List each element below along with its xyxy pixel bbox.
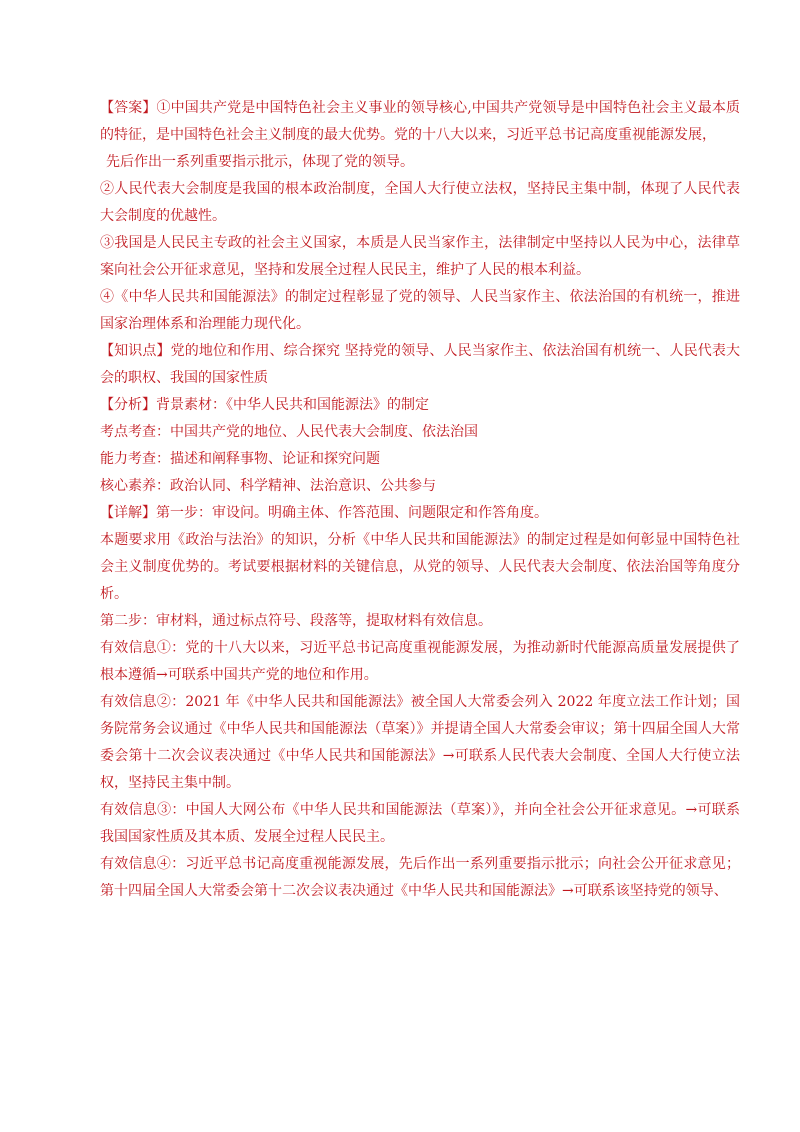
- analysis-core-literacy: 核心素养：政治认同、科学精神、法治意识、公共参与: [100, 478, 436, 494]
- knowledge-point-paragraph: 【知识点】党的地位和作用、综合探究 坚持党的领导、人民当家作主、依法治国有机统一、人民代表大会的职权、我国的国家性质: [100, 343, 740, 386]
- answer-paragraph-2: ②人民代表大会制度是我国的根本政治制度，全国人大行使立法权，坚持民主集中制，体现了人民代表大会制度的优越性。: [100, 181, 740, 224]
- answer-paragraph-4: ④《中华人民共和国能源法》的制定过程彰显了党的领导、人民当家作主、依法治国的有机统一，推进国家治理体系和治理能力现代化。: [100, 289, 740, 332]
- analysis-background: 【分析】背景素材：《中华人民共和国能源法》的制定: [100, 397, 429, 413]
- detail-step-2: 第二步：审材料，通过标点符号、段落等，提取材料有效信息。: [100, 613, 492, 629]
- answer-paragraph-1-cont: 先后作出一系列重要指示批示，体现了党的领导。: [106, 154, 414, 170]
- answer-paragraph-3: ③我国是人民民主专政的社会主义国家，本质是人民当家作主，法律制定中坚持以人民为中心，法律草案向社会公开征求意见，坚持和发展全过程人民民主，维护了人民的根本利益。: [100, 235, 740, 278]
- analysis-exam-points: 考点考查：中国共产党的地位、人民代表大会制度、依法治国: [100, 424, 478, 440]
- effective-info-2: 有效信息②：2021 年《中华人民共和国能源法》被全国人大常委会列入 2022 年度立法工作计划；国务院常务会议通过《中华人民共和国能源法（草案）》并提请全国人大常委会审议；第十四届全国人大常委会第十二次会议表决通过《中华人民共和国能源法》→可联系人民代表大会制度、全国人大行使立法权，坚持民主集中制。: [100, 694, 740, 791]
- effective-info-4: 有效信息④：习近平总书记高度重视能源发展，先后作出一系列重要指示批示；向社会公开征求意见；第十四届全国人大常委会第十二次会议表决通过《中华人民共和国能源法》→可联系该坚持党的领导、: [100, 856, 740, 899]
- detail-step-1-body: 本题要求用《政治与法治》的知识，分析《中华人民共和国能源法》的制定过程是如何彰显中国特色社会主义制度优势的。考试要根据材料的关键信息，从党的领导、人民代表大会制度、依法治国等角度分析。: [100, 532, 740, 602]
- analysis-ability: 能力考查：描述和阐释事物、论证和探究问题: [100, 451, 380, 467]
- answer-analysis-body: [100, 95, 740, 905]
- detail-step-1: 【详解】第一步：审设问。明确主体、作答范围、问题限定和作答角度。: [100, 505, 548, 521]
- effective-info-1: 有效信息①：党的十八大以来，习近平总书记高度重视能源发展，为推动新时代能源高质量发展提供了根本遵循→可联系中国共产党的地位和作用。: [100, 640, 740, 683]
- answer-paragraph-1: 【答案】①中国共产党是中国特色社会主义事业的领导核心,中国共产党领导是中国特色社会主义最本质的特征，是中国特色社会主义制度的最大优势。党的十八大以来，习近平总书记高度重视能源发展，: [100, 100, 740, 143]
- effective-info-3: 有效信息③：中国人大网公布《中华人民共和国能源法（草案）》，并向全社会公开征求意见。→可联系我国国家性质及其本质、发展全过程人民民主。: [100, 802, 740, 845]
